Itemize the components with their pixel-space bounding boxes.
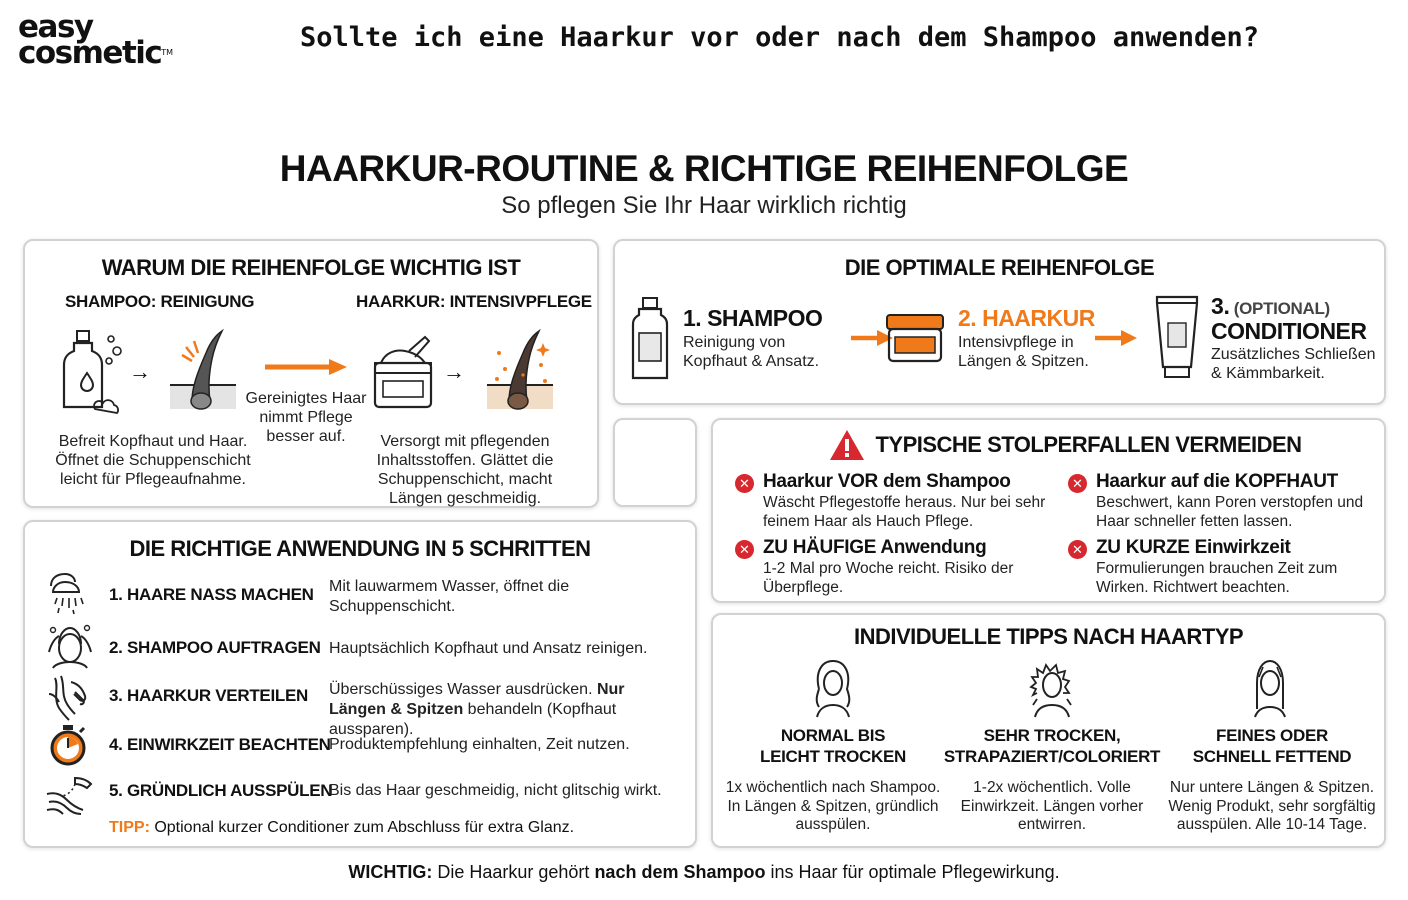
step-name: 2. SHAMPOO AUFTRAGEN: [109, 638, 321, 657]
hairtype-text: 1x wöchentlich nach Shampoo. In Längen & Spitzen, gründlich ausspülen.: [725, 779, 941, 833]
pitfall-title: Haarkur auf die KOPFHAUT: [1096, 471, 1338, 492]
tip-text: Optional kurzer Conditioner zum Abschluss für extra Glanz.: [149, 819, 575, 836]
order-step1-text: Reinigung von Kopfhaut & Ansatz.: [683, 334, 820, 370]
hairtype-name-line: STRAPAZIERT/COLORIERT: [943, 747, 1161, 766]
step-text: Bis das Haar geschmeidig, nicht glitschig wirkt.: [329, 782, 662, 799]
order-step3-text: Zusätzliches Schließen & Kämmbarkeit.: [1211, 346, 1376, 382]
pitfall-title: ZU HÄUFIGE Anwendung: [763, 537, 987, 558]
pitfall-text: Beschwert, kann Poren verstopfen und Haar schneller fetten lassen.: [1096, 494, 1364, 530]
washing-head-icon: [45, 622, 95, 670]
footer-label: WICHTIG:: [348, 862, 433, 882]
subtitle: So pflegen Sie Ihr Haar wirklich richtig: [501, 192, 907, 219]
orange-arrow-icon: [1095, 329, 1139, 347]
hairtype-title: INDIVIDUELLE TIPPS NACH HAARTYP: [853, 624, 1244, 649]
shampoo-bottle-icon: [631, 297, 669, 381]
order-step1-name: SHAMPOO: [707, 305, 823, 331]
order-step2-name: HAARKUR: [982, 305, 1095, 331]
logo-line-1: easy: [18, 9, 93, 45]
frizzy-hair-woman-icon: [1025, 659, 1079, 719]
hair-follicle-icon: [168, 329, 238, 413]
why-right-text: Versorgt mit pflegenden Inhaltsstoffen. Glättet die Schuppenschicht, macht Längen geschmeidig.: [376, 433, 554, 507]
footer-text: ins Haar für optimale Pflegewirkung.: [765, 862, 1060, 882]
logo-line-2: cosmetic: [18, 35, 162, 71]
hairtype-panel: [711, 613, 1386, 848]
main-title: HAARKUR-ROUTINE & RICHTIGE REIHENFOLGE: [279, 148, 1129, 189]
hairtype-name-line: SCHNELL FETTEND: [1192, 747, 1352, 766]
hairtype-name: [723, 725, 943, 767]
step-text-bold: Nur Längen & Spitzen: [329, 681, 625, 718]
tip-line: [109, 819, 574, 837]
pitfall-title: Haarkur VOR dem Shampoo: [763, 471, 1011, 492]
pitfall-title: ZU KURZE Einwirkzeit: [1096, 537, 1291, 558]
why-middle-text: Gereinigtes Haar nimmt Pflege besser auf.: [245, 390, 367, 445]
hairtype-name: [1161, 725, 1383, 767]
order-step2-text: Intensivpflege in Längen & Spitzen.: [958, 334, 1089, 370]
steps-panel: [23, 520, 697, 848]
order-step3-number: 3.: [1211, 293, 1230, 319]
logo-tm: TM: [161, 48, 174, 57]
hairtype-name-line: FEINES ODER: [1216, 726, 1328, 745]
brand-logo: [18, 9, 188, 71]
why-left-text: Befreit Kopfhaut und Haar. Öffnet die Schuppenschicht leicht für Pflegeaufnahme.: [55, 433, 251, 488]
shower-icon: [45, 572, 91, 616]
hairtype-name-line: NORMAL BIS: [780, 726, 886, 745]
hands-hair-icon: [45, 674, 93, 720]
pitfalls-title: TYPISCHE STOLPERFALLEN VERMEIDEN: [875, 432, 1302, 457]
nourished-hair-icon: [485, 329, 555, 413]
shampoo-bottle-icon: [65, 329, 125, 413]
pitfalls-panel: [711, 418, 1386, 603]
why-right-heading: HAARKUR: INTENSIVPFLEGE: [356, 292, 592, 311]
steps-title: DIE RICHTIGE ANWENDUNG IN 5 SCHRITTEN: [129, 536, 591, 561]
step-text: Mit lauwarmem Wasser, öffnet die Schuppenschicht.: [329, 578, 570, 615]
hairtype-text: Nur untere Längen & Spitzen. Wenig Produkt, sehr sorgfältig ausspülen. Alle 10-14 Tage.: [1168, 779, 1376, 833]
why-left-heading: SHAMPOO: REINIGUNG: [65, 292, 255, 311]
footer-note: [0, 862, 1408, 883]
rinse-icon: [45, 772, 93, 816]
order-step1-number: 1.: [683, 305, 702, 331]
hairtype-text: 1-2x wöchentlich. Volle Einwirkzeit. Längen vorher entwirren.: [960, 779, 1144, 833]
order-title: DIE OPTIMALE REIHENFOLGE: [844, 255, 1155, 280]
hairtype-name: [941, 725, 1163, 767]
step-text: Produktempfehlung einhalten, Zeit nutzen.: [329, 736, 630, 753]
cream-jar-icon: [371, 329, 435, 413]
empty-panel: [613, 418, 697, 507]
hairtype-name-line: LEICHT TROCKEN: [760, 747, 906, 766]
tip-label: TIPP:: [109, 819, 150, 836]
order-step2-number: 2.: [958, 305, 977, 331]
timer-icon: [47, 724, 89, 766]
order-step3-optional: (OPTIONAL): [1233, 299, 1330, 318]
footer-bold: nach dem Shampoo: [594, 862, 766, 882]
arrow-right-icon: →: [129, 359, 151, 384]
why-panel: [23, 239, 599, 508]
error-x-icon: ✕: [1068, 474, 1087, 493]
warning-icon: [829, 429, 865, 461]
error-x-icon: ✕: [1068, 540, 1087, 559]
footer-text: Die Haarkur gehört: [432, 862, 595, 882]
error-x-icon: ✕: [735, 540, 754, 559]
step-text-part: behandeln (Kopfhaut aussparen).: [329, 701, 617, 738]
step-name: 1. HAARE NASS MACHEN: [109, 585, 314, 604]
hairtype-name-line: SEHR TROCKEN,: [983, 726, 1121, 745]
step-text-rich: [329, 680, 679, 740]
conditioner-tube-icon: [1155, 295, 1199, 381]
step-name: 4. EINWIRKZEIT BEACHTEN: [109, 735, 331, 754]
straight-hair-woman-icon: [1245, 659, 1295, 719]
orange-arrow-icon: [265, 359, 349, 375]
hair-mask-jar-icon: [885, 313, 945, 365]
step-text: Hauptsächlich Kopfhaut und Ansatz reinigen.: [329, 640, 648, 657]
step-text-part: Überschüssiges Wasser ausdrücken.: [329, 681, 597, 698]
pitfall-text: 1-2 Mal pro Woche reicht. Risiko der Überpflege.: [763, 560, 1014, 596]
order-step3-name: CONDITIONER: [1211, 318, 1367, 344]
pitfall-text: Wäscht Pflegestoffe heraus. Nur bei sehr feinem Haar als Hauch Pflege.: [763, 494, 1046, 530]
step-name: 5. GRÜNDLICH AUSSPÜLEN: [109, 781, 333, 800]
wavy-hair-woman-icon: [807, 659, 859, 719]
error-x-icon: ✕: [735, 474, 754, 493]
why-title: WARUM DIE REIHENFOLGE WICHTIG IST: [101, 255, 521, 280]
question-title: Sollte ich eine Haarkur vor oder nach dem Shampoo anwenden?: [300, 22, 1260, 53]
arrow-right-icon: →: [443, 359, 465, 384]
pitfall-text: Formulierungen brauchen Zeit zum Wirken. Richtwert beachten.: [1096, 560, 1338, 596]
step-name: 3. HAARKUR VERTEILEN: [109, 686, 308, 705]
order-panel: [613, 239, 1386, 405]
